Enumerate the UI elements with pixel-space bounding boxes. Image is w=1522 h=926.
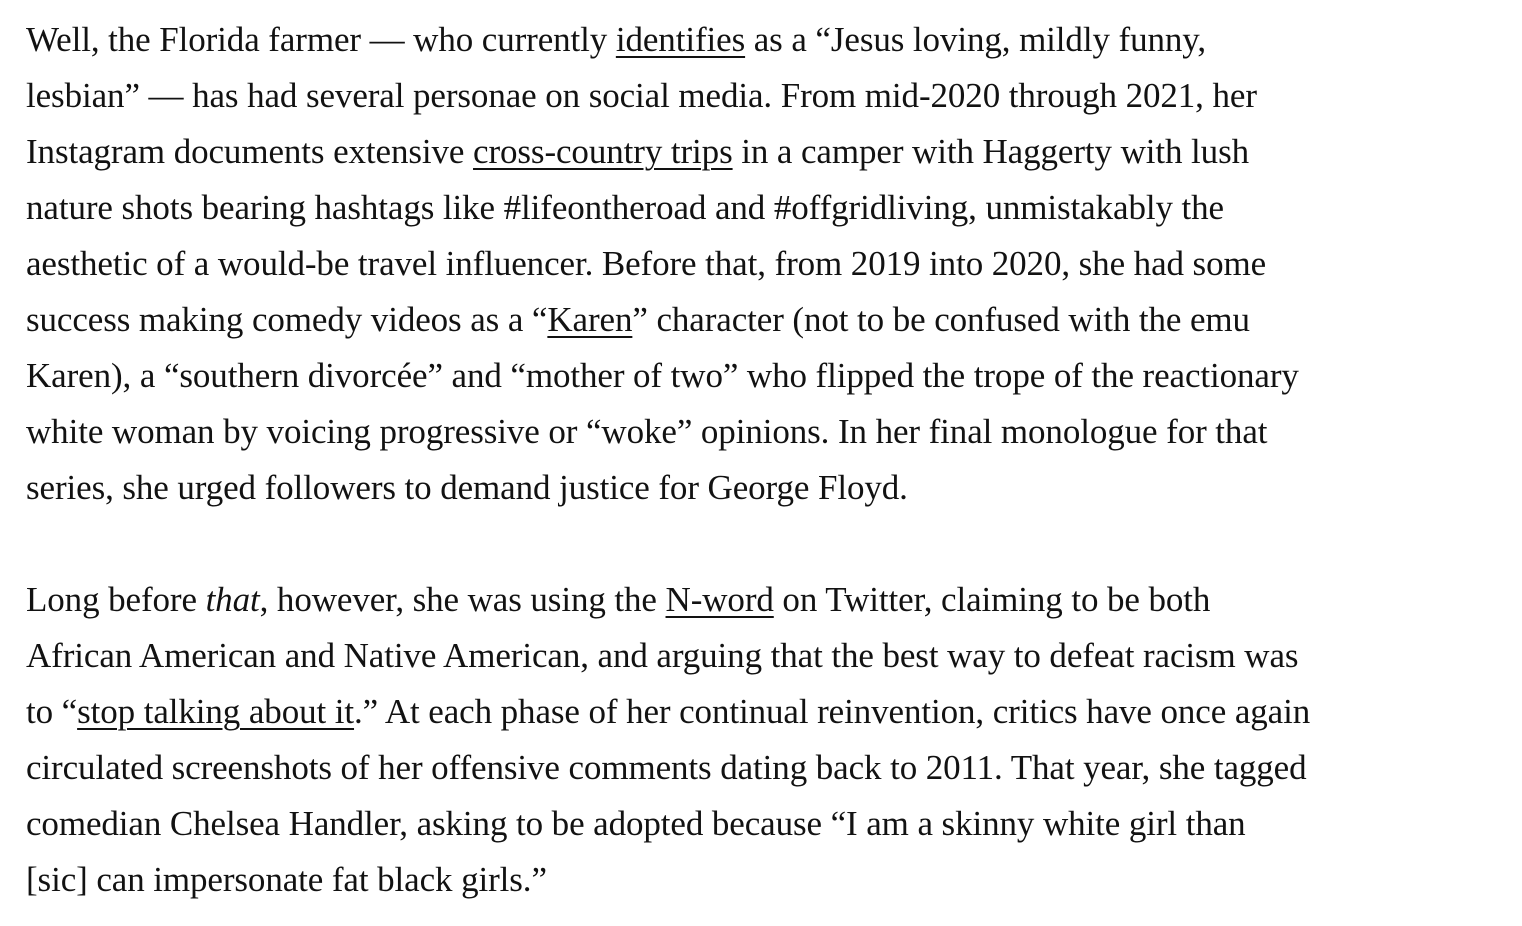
text-run: on Twitter, claiming to be both [773, 580, 1211, 619]
inline-link[interactable]: identifies [615, 20, 746, 59]
emphasis-text: that [205, 580, 260, 619]
text-line [26, 684, 1496, 740]
inline-link[interactable]: cross-country trips [473, 132, 733, 171]
article-paragraph [26, 12, 1496, 516]
text-run: ” character (not to be confused with the emu [632, 300, 1250, 339]
text-run: lesbian” — has had several personae on social media. From mid-2020 through 2021, her [26, 76, 1257, 115]
text-run: Long before [26, 580, 206, 619]
text-run: circulated screenshots of her offensive comments dating back to 2011. That year, she tagged [26, 748, 1307, 787]
text-run: series, she urged followers to demand justice for George Floyd. [26, 468, 908, 507]
inline-link[interactable]: N-word [665, 580, 774, 619]
text-line [26, 796, 1496, 852]
text-run: to “ [26, 692, 78, 731]
text-run: Well, the Florida farmer — who currently [26, 20, 616, 59]
text-line [26, 404, 1496, 460]
text-run: in a camper with Haggerty with lush [732, 132, 1250, 171]
text-run: Instagram documents extensive [26, 132, 474, 171]
text-line [26, 236, 1496, 292]
text-run: , however, she was using the [259, 580, 666, 619]
text-run: nature shots bearing hashtags like #lifeontheroad and #offgridliving, unmistakably the [26, 188, 1224, 227]
text-line [26, 628, 1496, 684]
text-line [26, 572, 1496, 628]
inline-link[interactable]: stop talking about it [77, 692, 355, 731]
text-run: African American and Native American, and arguing that the best way to defeat racism was [26, 636, 1299, 675]
text-run: [sic] can impersonate fat black girls.” [26, 860, 547, 899]
inline-link[interactable]: Karen [547, 300, 633, 339]
text-line [26, 460, 1496, 516]
text-run: .” At each phase of her continual reinvention, critics have once again [354, 692, 1311, 731]
text-run: aesthetic of a would-be travel influencer. Before that, from 2019 into 2020, she had some [26, 244, 1267, 283]
text-run: as a “Jesus loving, mildly funny, [745, 20, 1207, 59]
text-line [26, 12, 1496, 68]
text-run: Karen), a “southern divorcée” and “mother of two” who flipped the trope of the reactionary [26, 356, 1299, 395]
text-run: white woman by voicing progressive or “woke” opinions. In her final monologue for that [26, 412, 1268, 451]
article-paragraph [26, 572, 1496, 908]
text-line [26, 68, 1496, 124]
text-line [26, 180, 1496, 236]
text-line [26, 292, 1496, 348]
text-run: comedian Chelsea Handler, asking to be adopted because “I am a skinny white girl than [26, 804, 1246, 843]
text-run: success making comedy videos as a “ [26, 300, 548, 339]
text-line [26, 124, 1496, 180]
text-line [26, 740, 1496, 796]
text-line [26, 852, 1496, 908]
article-body [26, 12, 1496, 908]
text-line [26, 348, 1496, 404]
